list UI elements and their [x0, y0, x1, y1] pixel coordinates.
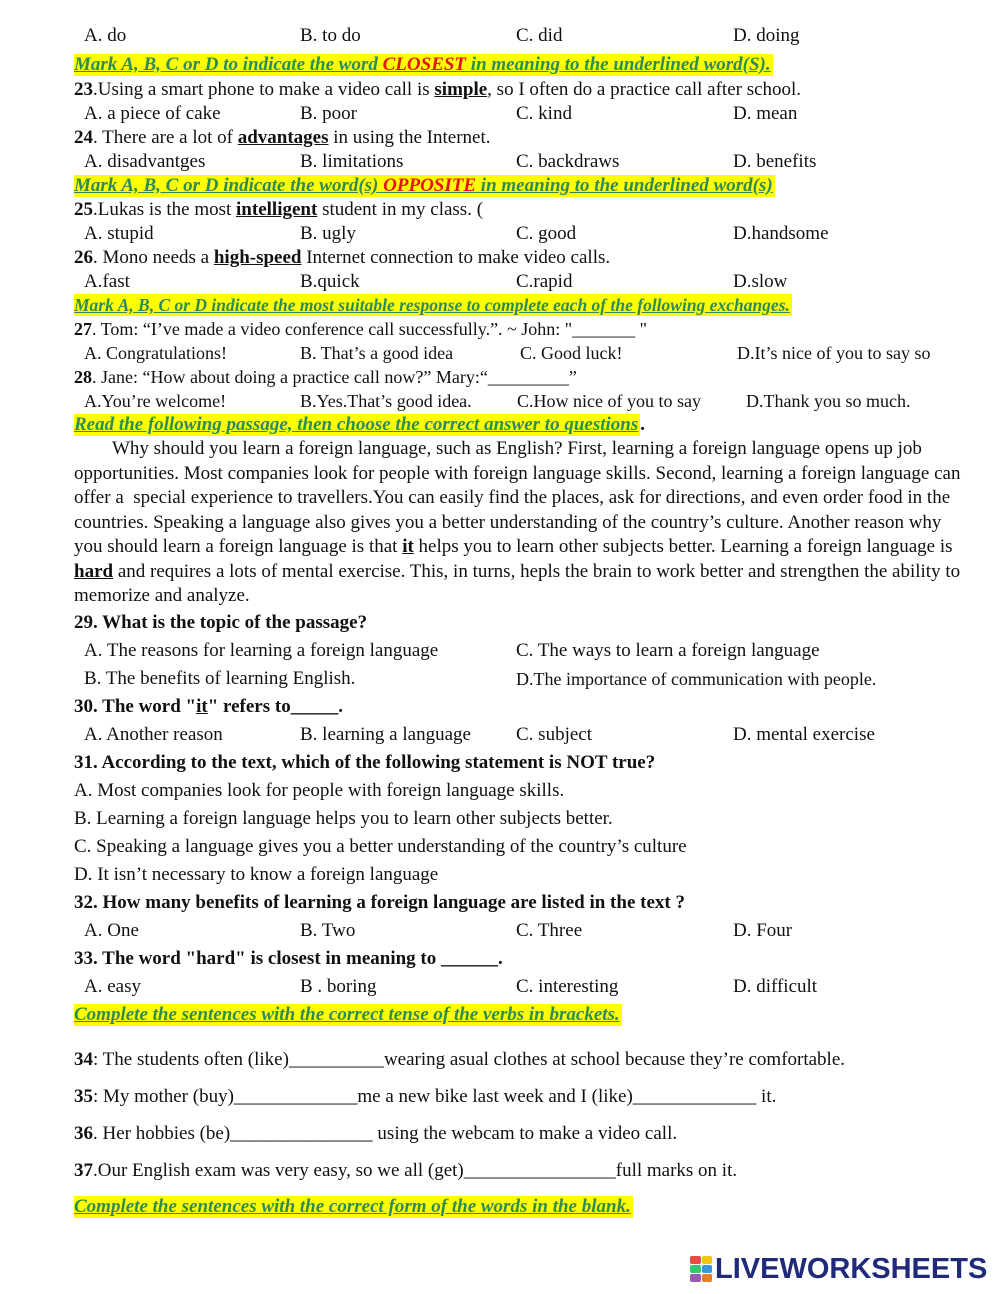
option-b[interactable]: B. to do: [300, 25, 361, 46]
options-row: [74, 150, 974, 174]
reading-passage: Why should you learn a foreign language, such as English? First, learning a foreign language opens up job opportunities. Most companies look for people with foreign language skills. Second, learning a foreign language can offer a special experience to travellers.You can easily find the places, ask for directions, and even order food in the countries. Speaking a language also gives you a better understanding of the country’s culture. Another reason why you should learn a foreign language is that it helps you to learn other subjects better. Learning a foreign language is hard and requires a lots of mental exercise. This, in turns, hepls the brain to work better and strengthen the ability to memorize and analyze.: [74, 438, 966, 606]
option-c[interactable]: C. good: [516, 223, 577, 244]
option-c[interactable]: C. interesting: [516, 975, 619, 997]
logo-icon: [690, 1256, 712, 1282]
question-37[interactable]: 37.Our English exam was very easy, so we all (get)________________full marks on it.: [74, 1159, 738, 1181]
question-24: 24. There are a lot of advantages in using the Internet.: [74, 127, 491, 148]
option-d[interactable]: D.handsome: [733, 223, 829, 244]
section-instruction-closest: Mark A, B, C or D to indicate the word CLOSEST in meaning to the underlined word(S).: [74, 54, 771, 75]
option-a[interactable]: A. Congratulations!: [84, 343, 227, 363]
question-27: 27. Tom: “I’ve made a video conference call successfully.”. ~ John: "_______ ": [74, 319, 647, 339]
question-26: 26. Mono needs a high-speed Internet connection to make video calls.: [74, 247, 611, 268]
options-row: [74, 222, 974, 246]
question-36[interactable]: 36. Her hobbies (be)_______________ using the webcam to make a video call.: [74, 1122, 678, 1144]
section-instruction-word-form: Complete the sentences with the correct form of the words in the blank.: [74, 1195, 631, 1217]
option-c[interactable]: C. The ways to learn a foreign language: [516, 639, 820, 661]
option-a[interactable]: A. stupid: [84, 223, 154, 244]
option-c[interactable]: C. Three: [516, 919, 583, 941]
option-b[interactable]: B.quick: [300, 271, 360, 292]
logo-text: LIVEWORKSHEETS: [715, 1252, 988, 1285]
worksheet-page: [74, 24, 974, 1225]
option-d[interactable]: D. difficult: [733, 975, 818, 997]
section-instruction-exchanges: Mark A, B, C or D indicate the most suitable response to complete each of the following exchanges.: [74, 295, 790, 315]
option-b[interactable]: B. Learning a foreign language helps you to learn other subjects better.: [74, 807, 613, 829]
option-b[interactable]: B. limitations: [300, 151, 404, 172]
section-instruction-passage: Read the following passage, then choose the correct answer to questions .: [74, 414, 645, 435]
options-row: [74, 24, 974, 48]
options-row: [74, 102, 974, 126]
option-b[interactable]: B. The benefits of learning English.: [84, 667, 356, 689]
option-d[interactable]: D. mean: [733, 103, 798, 124]
question-30: 30. The word "it" refers to_____.: [74, 695, 343, 717]
liveworksheets-logo: [690, 1254, 987, 1284]
question-35[interactable]: 35: My mother (buy)_____________me a new bike last week and I (like)_____________ it.: [74, 1085, 777, 1107]
option-a[interactable]: A.fast: [84, 271, 130, 292]
options-row: [74, 270, 974, 294]
option-a[interactable]: A. Most companies look for people with foreign language skills.: [74, 779, 565, 801]
underlined-word: simple: [434, 79, 488, 100]
option-b[interactable]: B. Two: [300, 919, 356, 941]
option-a[interactable]: A. a piece of cake: [84, 103, 221, 124]
underlined-word: advantages: [237, 127, 329, 148]
option-d[interactable]: D. It isn’t necessary to know a foreign language: [74, 863, 439, 885]
options-row: [74, 389, 974, 413]
question-33: 33. The word "hard" is closest in meaning to ______.: [74, 947, 503, 969]
option-a[interactable]: A. Another reason: [84, 723, 223, 745]
options-row: [74, 637, 974, 665]
option-c[interactable]: C. did: [516, 25, 563, 46]
question-28: 28. Jane: “How about doing a practice call now?” Mary:“_________”: [74, 367, 577, 387]
section-instruction-opposite: Mark A, B, C or D indicate the word(s) OPPOSITE in meaning to the underlined word(s): [74, 175, 773, 196]
question-34[interactable]: 34: The students often (like)__________wearing asual clothes at school because they’re comfortable.: [74, 1048, 846, 1070]
underlined-word: high-speed: [213, 247, 302, 268]
options-row: [74, 341, 974, 365]
option-b[interactable]: B . boring: [300, 975, 377, 997]
option-c[interactable]: C. Speaking a language gives you a better understanding of the country’s culture: [74, 835, 687, 857]
option-b[interactable]: B.Yes.That’s good idea.: [300, 391, 472, 411]
question-32: 32. How many benefits of learning a foreign language are listed in the text ?: [74, 891, 685, 913]
option-a[interactable]: A. The reasons for learning a foreign language: [84, 639, 439, 661]
option-d[interactable]: D.Thank you so much.: [746, 391, 911, 411]
option-b[interactable]: B. ugly: [300, 223, 356, 244]
option-d[interactable]: D.It’s nice of you to say so: [737, 343, 931, 363]
option-c[interactable]: C. kind: [516, 103, 572, 124]
question-23: 23.Using a smart phone to make a video call is simple, so I often do a practice call after school.: [74, 79, 802, 100]
option-c[interactable]: C. Good luck!: [520, 343, 623, 363]
option-a[interactable]: A. disadvantges: [84, 151, 206, 172]
option-a[interactable]: A. One: [84, 919, 139, 941]
options-row: [74, 721, 974, 749]
question-31: 31. According to the text, which of the following statement is NOT true?: [74, 751, 656, 773]
option-d[interactable]: D.slow: [733, 271, 788, 292]
option-c[interactable]: C. backdraws: [516, 151, 620, 172]
option-a[interactable]: A. do: [84, 25, 127, 46]
option-b[interactable]: B. poor: [300, 103, 357, 124]
option-b[interactable]: B. learning a language: [300, 723, 471, 745]
option-b[interactable]: B. That’s a good idea: [300, 343, 454, 363]
question-25: 25.Lukas is the most intelligent student in my class. (: [74, 199, 484, 220]
option-d[interactable]: D. Four: [733, 919, 793, 941]
section-instruction-verbs: Complete the sentences with the correct tense of the verbs in brackets.: [74, 1003, 620, 1025]
option-d[interactable]: D. doing: [733, 25, 800, 46]
option-a[interactable]: A.You’re welcome!: [84, 391, 227, 411]
option-c[interactable]: C.rapid: [516, 271, 573, 292]
option-d[interactable]: D.The importance of communication with people.: [516, 668, 877, 689]
option-c[interactable]: C. subject: [516, 723, 592, 745]
options-row: [74, 917, 974, 945]
underlined-word: intelligent: [236, 199, 318, 220]
options-row: [74, 973, 974, 1001]
question-29: 29. What is the topic of the passage?: [74, 611, 368, 633]
option-d[interactable]: D. mental exercise: [733, 723, 875, 745]
option-d[interactable]: D. benefits: [733, 151, 817, 172]
option-c[interactable]: C.How nice of you to say: [517, 391, 701, 411]
options-row: [74, 665, 974, 693]
option-a[interactable]: A. easy: [84, 975, 141, 997]
